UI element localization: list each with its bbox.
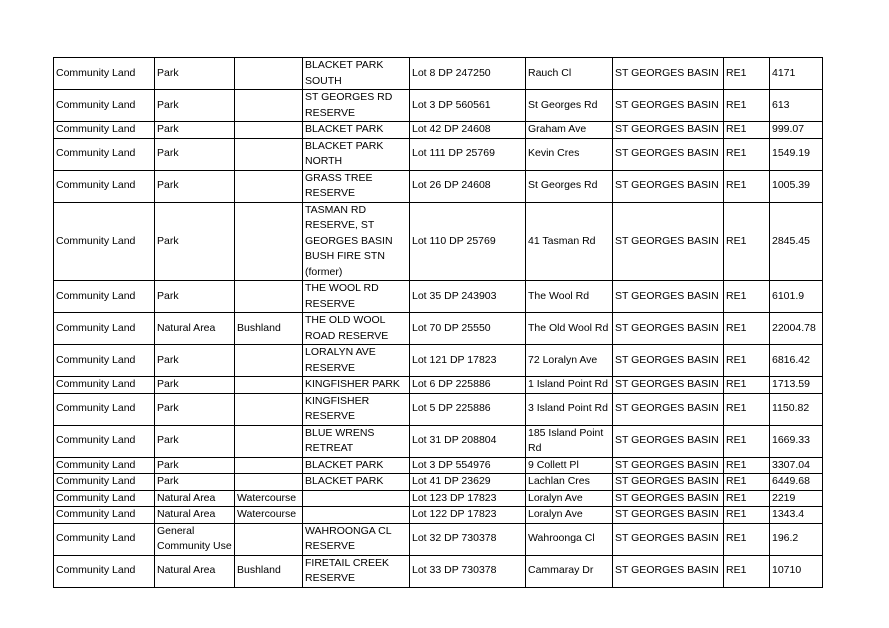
table-row xyxy=(54,90,823,122)
type-cell: Park xyxy=(155,474,235,491)
type-cell: Natural Area xyxy=(155,507,235,524)
address-cell: The Wool Rd xyxy=(526,281,613,313)
locality-cell: ST GEORGES BASIN xyxy=(613,457,724,474)
zoning-cell: RE1 xyxy=(724,555,770,587)
address-cell: The Old Wool Rd xyxy=(526,313,613,345)
reserve-name-cell: BLACKET PARK xyxy=(303,122,410,139)
type-cell: Park xyxy=(155,90,235,122)
area-cell: 3307.04 xyxy=(770,457,823,474)
table-row xyxy=(54,345,823,377)
locality-cell: ST GEORGES BASIN xyxy=(613,490,724,507)
subtype-cell xyxy=(235,474,303,491)
reserve-name-cell: KINGFISHER PARK xyxy=(303,377,410,394)
category-cell: Community Land xyxy=(54,490,155,507)
subtype-cell: Bushland xyxy=(235,313,303,345)
lot-dp-cell: Lot 33 DP 730378 xyxy=(410,555,526,587)
reserve-name-cell: BLACKET PARK xyxy=(303,474,410,491)
address-cell: St Georges Rd xyxy=(526,170,613,202)
address-cell: 9 Collett Pl xyxy=(526,457,613,474)
address-cell: Loralyn Ave xyxy=(526,507,613,524)
locality-cell: ST GEORGES BASIN xyxy=(613,393,724,425)
locality-cell: ST GEORGES BASIN xyxy=(613,58,724,90)
zoning-cell: RE1 xyxy=(724,281,770,313)
zoning-cell: RE1 xyxy=(724,490,770,507)
category-cell: Community Land xyxy=(54,281,155,313)
address-cell: Cammaray Dr xyxy=(526,555,613,587)
subtype-cell xyxy=(235,425,303,457)
table-row xyxy=(54,377,823,394)
category-cell: Community Land xyxy=(54,58,155,90)
zoning-cell: RE1 xyxy=(724,138,770,170)
lot-dp-cell: Lot 35 DP 243903 xyxy=(410,281,526,313)
type-cell: Natural Area xyxy=(155,555,235,587)
area-cell: 1343.4 xyxy=(770,507,823,524)
zoning-cell: RE1 xyxy=(724,90,770,122)
table-row xyxy=(54,138,823,170)
address-cell: 1 Island Point Rd xyxy=(526,377,613,394)
category-cell: Community Land xyxy=(54,345,155,377)
table-row xyxy=(54,523,823,555)
type-cell: Natural Area xyxy=(155,490,235,507)
area-cell: 1549.19 xyxy=(770,138,823,170)
lot-dp-cell: Lot 121 DP 17823 xyxy=(410,345,526,377)
reserve-name-cell: WAHROONGA CL RESERVE xyxy=(303,523,410,555)
category-cell: Community Land xyxy=(54,474,155,491)
table-row xyxy=(54,170,823,202)
locality-cell: ST GEORGES BASIN xyxy=(613,90,724,122)
subtype-cell xyxy=(235,523,303,555)
reserve-name-cell: THE OLD WOOL ROAD RESERVE xyxy=(303,313,410,345)
reserve-name-cell: LORALYN AVE RESERVE xyxy=(303,345,410,377)
category-cell: Community Land xyxy=(54,507,155,524)
table-body xyxy=(54,58,823,588)
area-cell: 613 xyxy=(770,90,823,122)
address-cell: 41 Tasman Rd xyxy=(526,202,613,281)
reserve-name-cell: KINGFISHER RESERVE xyxy=(303,393,410,425)
type-cell: Park xyxy=(155,393,235,425)
reserve-name-cell: BLACKET PARK NORTH xyxy=(303,138,410,170)
subtype-cell: Watercourse xyxy=(235,507,303,524)
reserve-name-cell: THE WOOL RD RESERVE xyxy=(303,281,410,313)
category-cell: Community Land xyxy=(54,170,155,202)
address-cell: Kevin Cres xyxy=(526,138,613,170)
category-cell: Community Land xyxy=(54,555,155,587)
area-cell: 6101.9 xyxy=(770,281,823,313)
address-cell: 72 Loralyn Ave xyxy=(526,345,613,377)
category-cell: Community Land xyxy=(54,393,155,425)
lot-dp-cell: Lot 31 DP 208804 xyxy=(410,425,526,457)
zoning-cell: RE1 xyxy=(724,377,770,394)
category-cell: Community Land xyxy=(54,202,155,281)
address-cell: Graham Ave xyxy=(526,122,613,139)
address-cell: 3 Island Point Rd xyxy=(526,393,613,425)
subtype-cell xyxy=(235,138,303,170)
type-cell: Natural Area xyxy=(155,313,235,345)
subtype-cell xyxy=(235,345,303,377)
lot-dp-cell: Lot 70 DP 25550 xyxy=(410,313,526,345)
category-cell: Community Land xyxy=(54,457,155,474)
lot-dp-cell: Lot 6 DP 225886 xyxy=(410,377,526,394)
category-cell: Community Land xyxy=(54,122,155,139)
subtype-cell xyxy=(235,393,303,425)
subtype-cell xyxy=(235,170,303,202)
address-cell: St Georges Rd xyxy=(526,90,613,122)
reserve-name-cell xyxy=(303,507,410,524)
table-row xyxy=(54,507,823,524)
subtype-cell xyxy=(235,202,303,281)
zoning-cell: RE1 xyxy=(724,523,770,555)
lot-dp-cell: Lot 5 DP 225886 xyxy=(410,393,526,425)
zoning-cell: RE1 xyxy=(724,425,770,457)
area-cell: 1713.59 xyxy=(770,377,823,394)
lot-dp-cell: Lot 3 DP 560561 xyxy=(410,90,526,122)
table-row xyxy=(54,393,823,425)
subtype-cell xyxy=(235,58,303,90)
table-row xyxy=(54,490,823,507)
category-cell: Community Land xyxy=(54,90,155,122)
area-cell: 2219 xyxy=(770,490,823,507)
zoning-cell: RE1 xyxy=(724,393,770,425)
subtype-cell xyxy=(235,90,303,122)
address-cell: Loralyn Ave xyxy=(526,490,613,507)
type-cell: Park xyxy=(155,281,235,313)
locality-cell: ST GEORGES BASIN xyxy=(613,523,724,555)
type-cell: Park xyxy=(155,202,235,281)
category-cell: Community Land xyxy=(54,523,155,555)
locality-cell: ST GEORGES BASIN xyxy=(613,170,724,202)
zoning-cell: RE1 xyxy=(724,313,770,345)
zoning-cell: RE1 xyxy=(724,58,770,90)
subtype-cell xyxy=(235,457,303,474)
type-cell: General Community Use xyxy=(155,523,235,555)
table-row xyxy=(54,122,823,139)
subtype-cell: Bushland xyxy=(235,555,303,587)
address-cell: Lachlan Cres xyxy=(526,474,613,491)
reserve-name-cell: TASMAN RD RESERVE, ST GEORGES BASIN BUSH FIRE STN (former) xyxy=(303,202,410,281)
table-row xyxy=(54,474,823,491)
zoning-cell: RE1 xyxy=(724,170,770,202)
zoning-cell: RE1 xyxy=(724,507,770,524)
zoning-cell: RE1 xyxy=(724,474,770,491)
locality-cell: ST GEORGES BASIN xyxy=(613,377,724,394)
lot-dp-cell: Lot 42 DP 24608 xyxy=(410,122,526,139)
reserve-name-cell: BLACKET PARK xyxy=(303,457,410,474)
address-cell: 185 Island Point Rd xyxy=(526,425,613,457)
lot-dp-cell: Lot 41 DP 23629 xyxy=(410,474,526,491)
lot-dp-cell: Lot 3 DP 554976 xyxy=(410,457,526,474)
subtype-cell xyxy=(235,281,303,313)
locality-cell: ST GEORGES BASIN xyxy=(613,122,724,139)
area-cell: 196.2 xyxy=(770,523,823,555)
type-cell: Park xyxy=(155,457,235,474)
area-cell: 1669.33 xyxy=(770,425,823,457)
area-cell: 6816.42 xyxy=(770,345,823,377)
reserve-name-cell: ST GEORGES RD RESERVE xyxy=(303,90,410,122)
type-cell: Park xyxy=(155,377,235,394)
table-row xyxy=(54,281,823,313)
area-cell: 1150.82 xyxy=(770,393,823,425)
lot-dp-cell: Lot 8 DP 247250 xyxy=(410,58,526,90)
locality-cell: ST GEORGES BASIN xyxy=(613,281,724,313)
reserve-name-cell: BLACKET PARK SOUTH xyxy=(303,58,410,90)
table-row xyxy=(54,58,823,90)
type-cell: Park xyxy=(155,345,235,377)
area-cell: 999.07 xyxy=(770,122,823,139)
table-row xyxy=(54,425,823,457)
locality-cell: ST GEORGES BASIN xyxy=(613,425,724,457)
area-cell: 2845.45 xyxy=(770,202,823,281)
type-cell: Park xyxy=(155,138,235,170)
type-cell: Park xyxy=(155,122,235,139)
zoning-cell: RE1 xyxy=(724,122,770,139)
table-row xyxy=(54,555,823,587)
table-row xyxy=(54,457,823,474)
lot-dp-cell: Lot 32 DP 730378 xyxy=(410,523,526,555)
area-cell: 22004.78 xyxy=(770,313,823,345)
community-land-table xyxy=(53,57,823,588)
category-cell: Community Land xyxy=(54,377,155,394)
address-cell: Wahroonga Cl xyxy=(526,523,613,555)
subtype-cell xyxy=(235,377,303,394)
locality-cell: ST GEORGES BASIN xyxy=(613,507,724,524)
lot-dp-cell: Lot 123 DP 17823 xyxy=(410,490,526,507)
locality-cell: ST GEORGES BASIN xyxy=(613,474,724,491)
type-cell: Park xyxy=(155,58,235,90)
category-cell: Community Land xyxy=(54,138,155,170)
zoning-cell: RE1 xyxy=(724,202,770,281)
category-cell: Community Land xyxy=(54,313,155,345)
locality-cell: ST GEORGES BASIN xyxy=(613,345,724,377)
reserve-name-cell: FIRETAIL CREEK RESERVE xyxy=(303,555,410,587)
table-row xyxy=(54,202,823,281)
area-cell: 10710 xyxy=(770,555,823,587)
area-cell: 4171 xyxy=(770,58,823,90)
category-cell: Community Land xyxy=(54,425,155,457)
area-cell: 6449.68 xyxy=(770,474,823,491)
lot-dp-cell: Lot 26 DP 24608 xyxy=(410,170,526,202)
lot-dp-cell: Lot 111 DP 25769 xyxy=(410,138,526,170)
zoning-cell: RE1 xyxy=(724,345,770,377)
zoning-cell: RE1 xyxy=(724,457,770,474)
lot-dp-cell: Lot 110 DP 25769 xyxy=(410,202,526,281)
type-cell: Park xyxy=(155,170,235,202)
type-cell: Park xyxy=(155,425,235,457)
locality-cell: ST GEORGES BASIN xyxy=(613,555,724,587)
subtype-cell xyxy=(235,122,303,139)
address-cell: Rauch Cl xyxy=(526,58,613,90)
table-row xyxy=(54,313,823,345)
area-cell: 1005.39 xyxy=(770,170,823,202)
locality-cell: ST GEORGES BASIN xyxy=(613,202,724,281)
subtype-cell: Watercourse xyxy=(235,490,303,507)
reserve-name-cell: BLUE WRENS RETREAT xyxy=(303,425,410,457)
locality-cell: ST GEORGES BASIN xyxy=(613,138,724,170)
locality-cell: ST GEORGES BASIN xyxy=(613,313,724,345)
reserve-name-cell: GRASS TREE RESERVE xyxy=(303,170,410,202)
lot-dp-cell: Lot 122 DP 17823 xyxy=(410,507,526,524)
reserve-name-cell xyxy=(303,490,410,507)
